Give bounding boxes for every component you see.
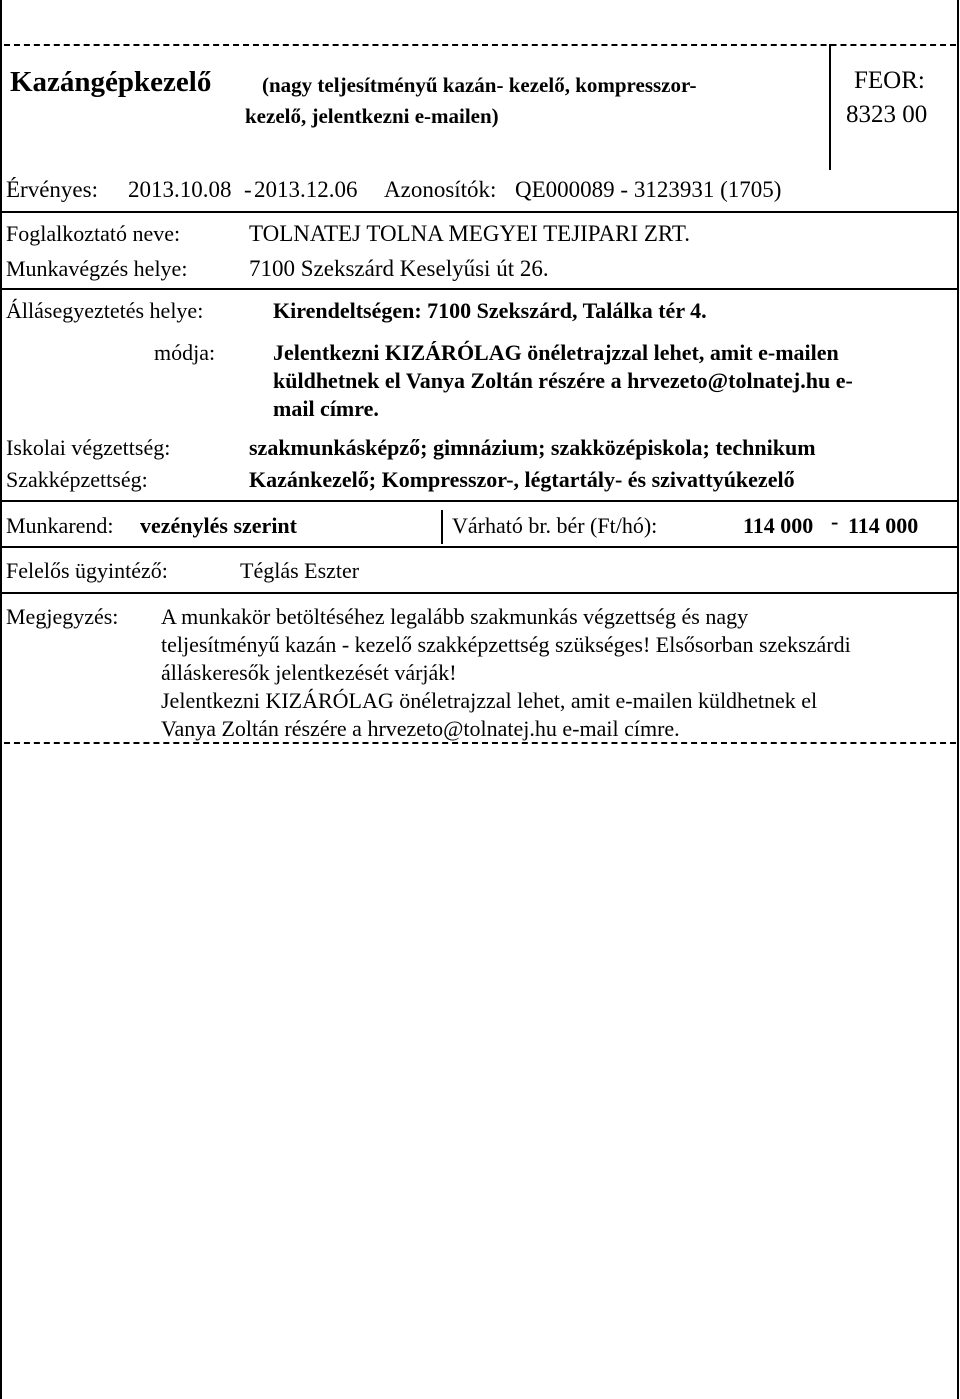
application-place-label: Állásegyeztetés helye: [6,298,204,323]
contact-value: Téglás Eszter [240,558,360,583]
application-method-label: módja: [154,340,216,365]
job-subtitle-line1: (nagy teljesítményű kazán- kezelő, kompresszor- [262,73,697,97]
job-subtitle-line2: kezelő, jelentkezni e-mailen) [245,104,499,128]
contact-label: Felelős ügyintéző: [6,558,168,583]
employer-underline [0,288,958,290]
schedule-underline [0,546,958,548]
employer-name-value: TOLNATEJ TOLNA MEGYEI TEJIPARI ZRT. [249,221,690,246]
contact-underline [0,592,958,594]
workplace-label: Munkavégzés helye: [6,256,188,281]
ids-value: QE000089 - 3123931 (1705) [515,177,782,202]
schedule-value: vezénylés szerint [140,513,297,538]
qualifications-underline [0,500,958,502]
salary-min: 114 000 [743,513,814,538]
top-dashed-separator [4,44,956,46]
education-label: Iskolai végzettség: [6,435,171,460]
feor-divider [829,44,831,170]
right-border [957,0,959,1399]
application-method-line1: Jelentkezni KIZÁRÓLAG önéletrajzzal lehet, amit e-mailen [273,340,839,365]
feor-code: 8323 00 [846,101,928,128]
application-place-value: Kirendeltségen: 7100 Szekszárd, Találka tér 4. [273,298,707,323]
notes-label: Megjegyzés: [6,604,119,629]
application-method-line3: mail címre. [273,396,379,421]
vocational-value: Kazánkezelő; Kompresszor-, légtartály- és szivattyúkezelő [249,467,795,492]
workplace-value: 7100 Szekszárd Keselyűsi út 26. [249,256,549,281]
validity-label: Érvényes: [6,177,98,202]
vocational-label: Szakképzettség: [6,467,148,492]
education-value: szakmunkásképző; gimnázium; szakközépiskola; technikum [249,435,816,460]
validity-from: 2013.10.08 [128,177,232,202]
validity-to: 2013.12.06 [254,177,358,202]
employer-name-label: Foglalkoztató neve: [6,221,181,246]
schedule-label: Munkarend: [6,513,114,538]
salary-separator: - [831,509,839,534]
job-title: Kazángépkezelő [10,66,212,98]
notes-line3: álláskeresők jelentkezését várják! [161,660,457,685]
notes-line1: A munkakör betöltéséhez legalább szakmunkás végzettség és nagy [161,604,749,629]
notes-line5: Vanya Zoltán részére a hrvezeto@tolnatej.hu e-mail címre. [161,716,680,741]
validity-separator: - [244,177,252,202]
application-method-line2: küldhetnek el Vanya Zoltán részére a hrvezeto@tolnatej.hu e- [273,368,853,393]
salary-max: 114 000 [848,513,919,538]
feor-label: FEOR: [854,67,925,94]
salary-divider [441,510,443,544]
salary-label: Várható br. bér (Ft/hó): [452,513,658,538]
notes-line4: Jelentkezni KIZÁRÓLAG önéletrajzzal lehet, amit e-mailen küldhetnek el [161,688,818,713]
bottom-dashed-separator [4,742,956,744]
ids-label: Azonosítók: [384,177,497,202]
left-border [0,0,2,1399]
notes-line2: teljesítményű kazán - kezelő szakképzettség szükséges! Elsősorban szekszárdi [161,632,851,657]
validity-underline [0,211,958,213]
